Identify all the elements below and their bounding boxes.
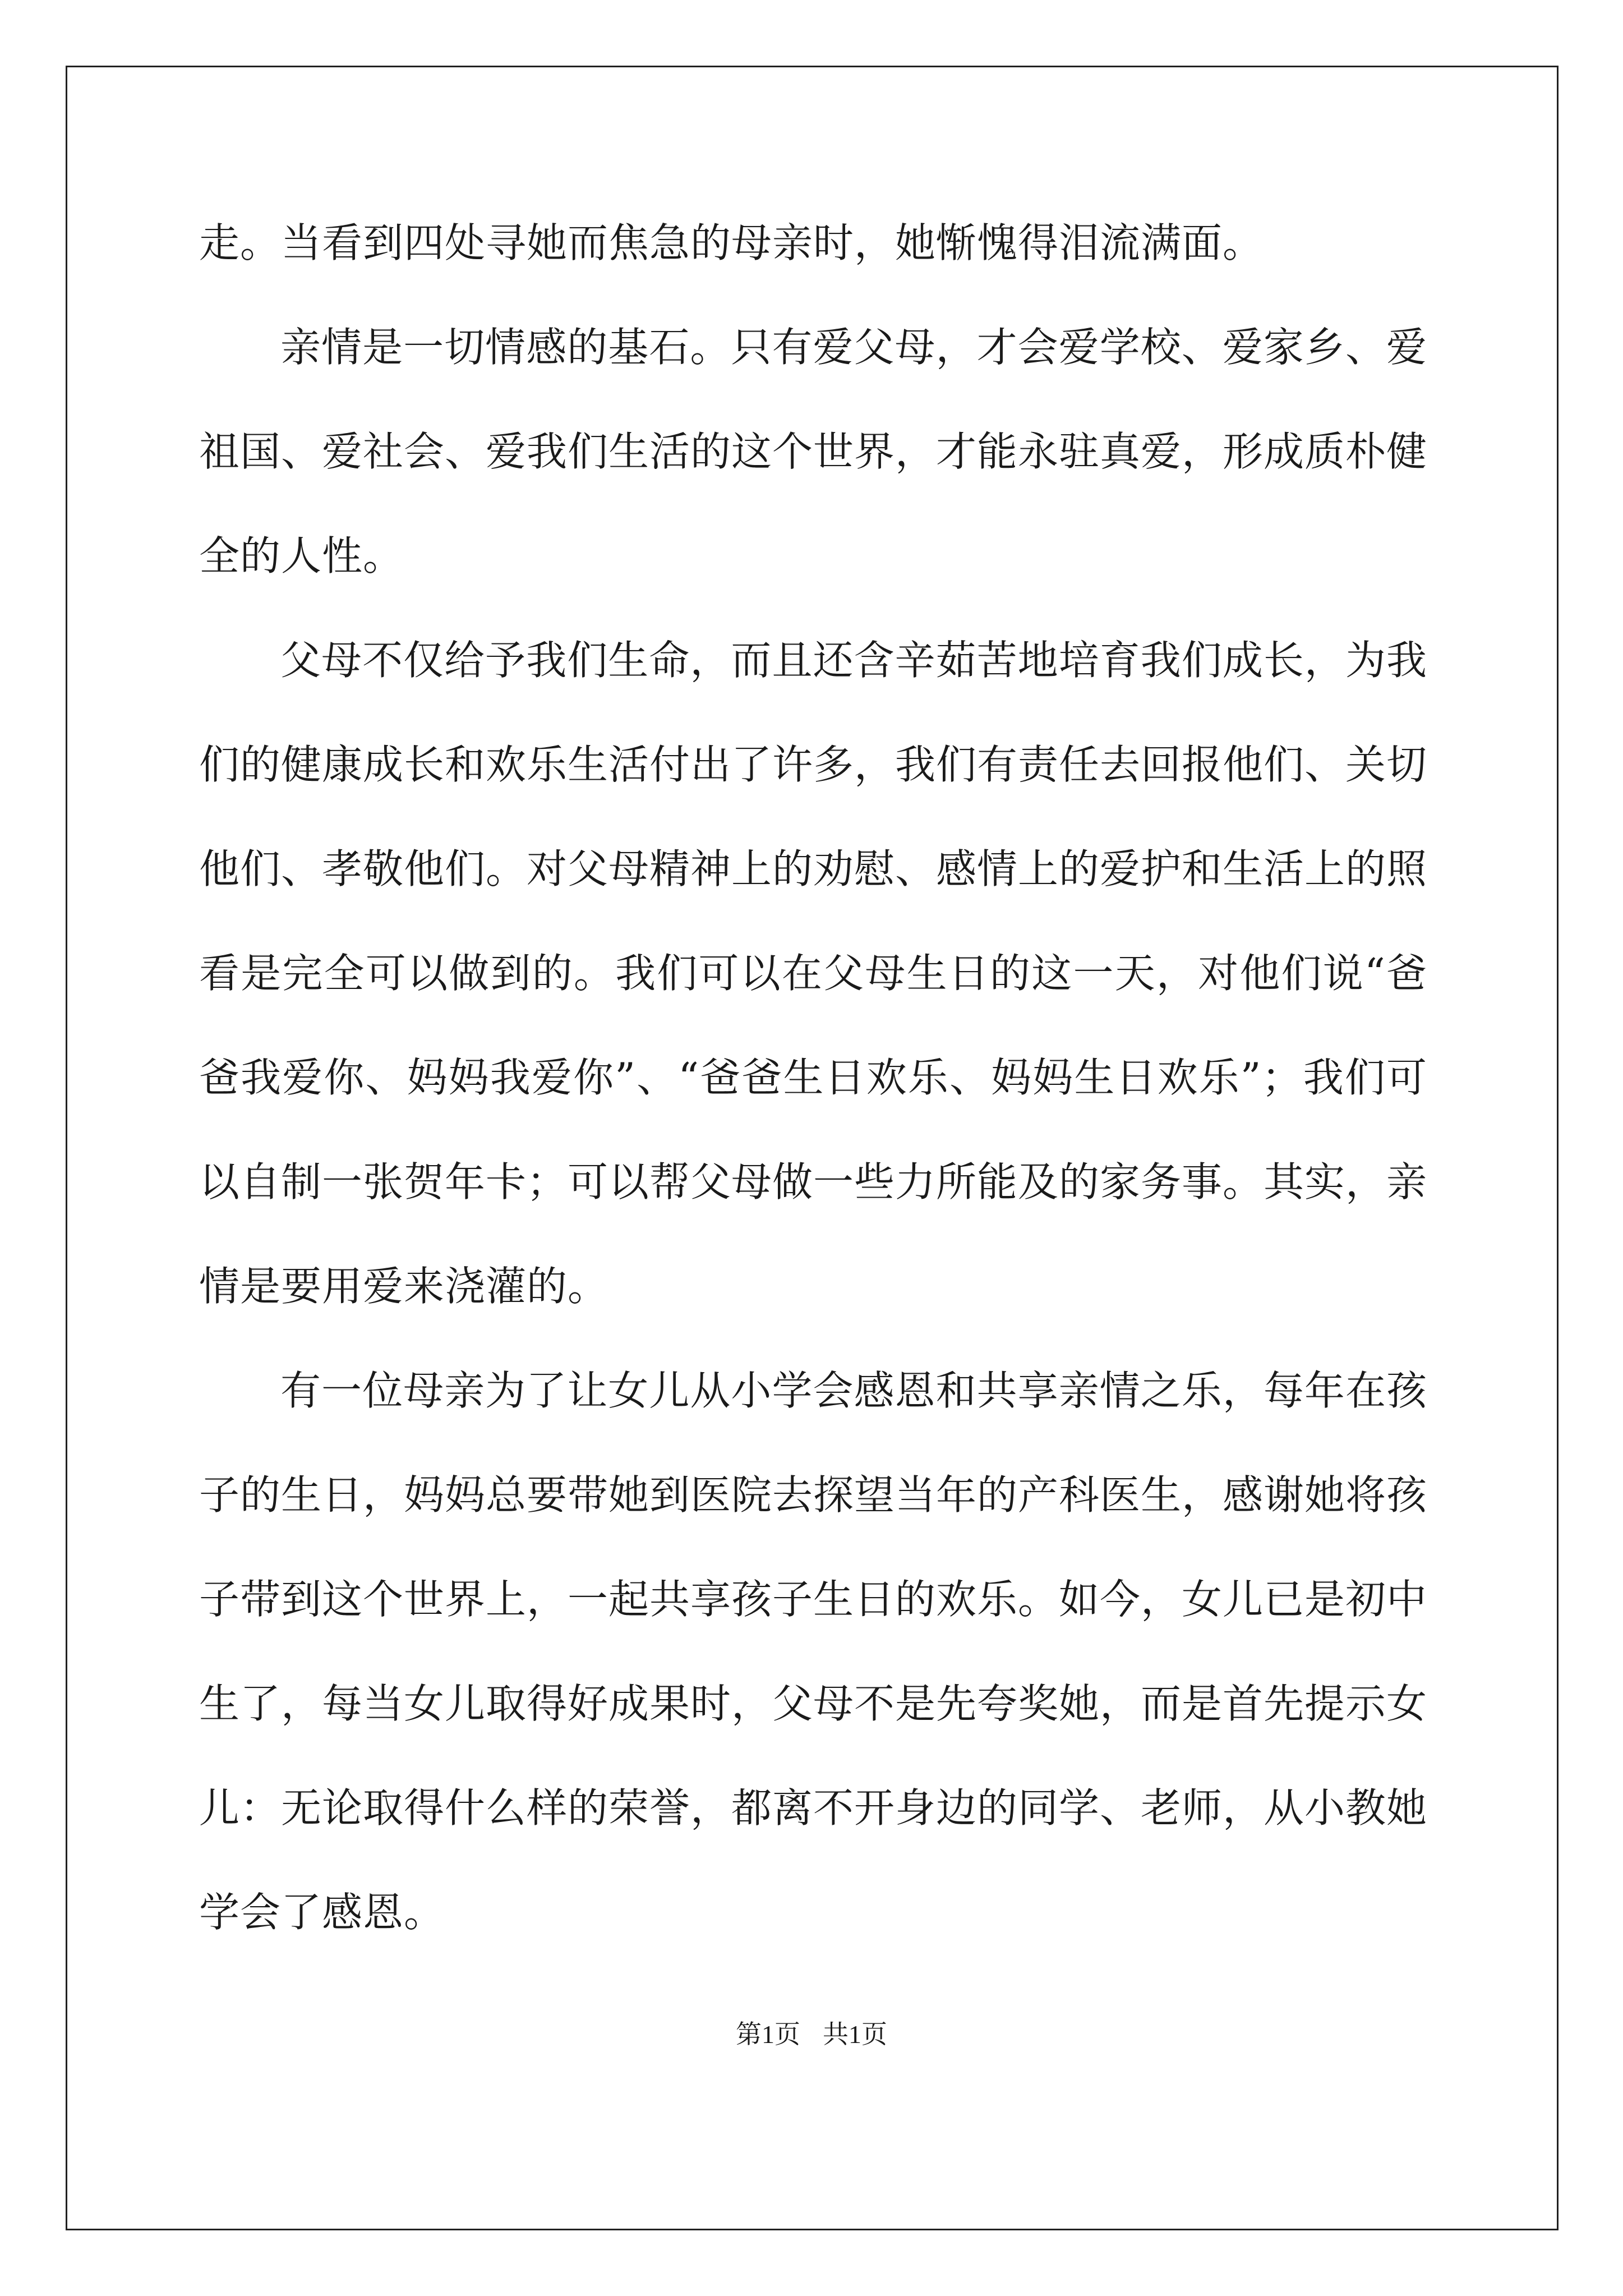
page-footer [0,2014,1623,2051]
paragraph-2: 亲情是一切情感的基石。只有爱父母，才会爱学校、爱家乡、爱祖国、爱社会、爱我们生活的这个世界，才能永驻真爱，形成质朴健全的人性。 [199,324,1428,579]
document-body [199,191,1427,1964]
page-number-current: 第1页 [736,2020,800,2049]
paragraph-3: 父母不仅给予我们生命，而且还含辛茹苦地培育我们成长，为我们的健康成长和欢乐生活付出了许多，我们有责任去回报他们、关切他们、孝敬他们。对父母精神上的劝慰、感情上的爱护和生活上的照看是完全可以做到的。我们可以在父母生日的这一天，对他们说“爸爸我爱你、妈妈我爱你”、“爸爸生日欢乐、妈妈生日欢乐”；我们可以自制一张贺年卡；可以帮父母做一些力所能及的家务事。其实，亲情是要用爱来浇灌的。 [199,637,1428,1310]
paragraph-4: 有一位母亲为了让女儿从小学会感恩和共享亲情之乐，每年在孩子的生日，妈妈总要带她到医院去探望当年的产科医生，感谢她将孩子带到这个世界上，一起共享孩子生日的欢乐。如今，女儿已是初中生了，每当女儿取得好成果时，父母不是先夸奖她，而是首先提示女儿：无论取得什么样的荣誉，都离不开身边的同学、老师，从小教她学会了感恩。 [199,1367,1428,1936]
paragraph-1: 走。当看到四处寻她而焦急的母亲时，她惭愧得泪流满面。 [199,219,1264,266]
page-number-total: 共1页 [823,2020,887,2049]
